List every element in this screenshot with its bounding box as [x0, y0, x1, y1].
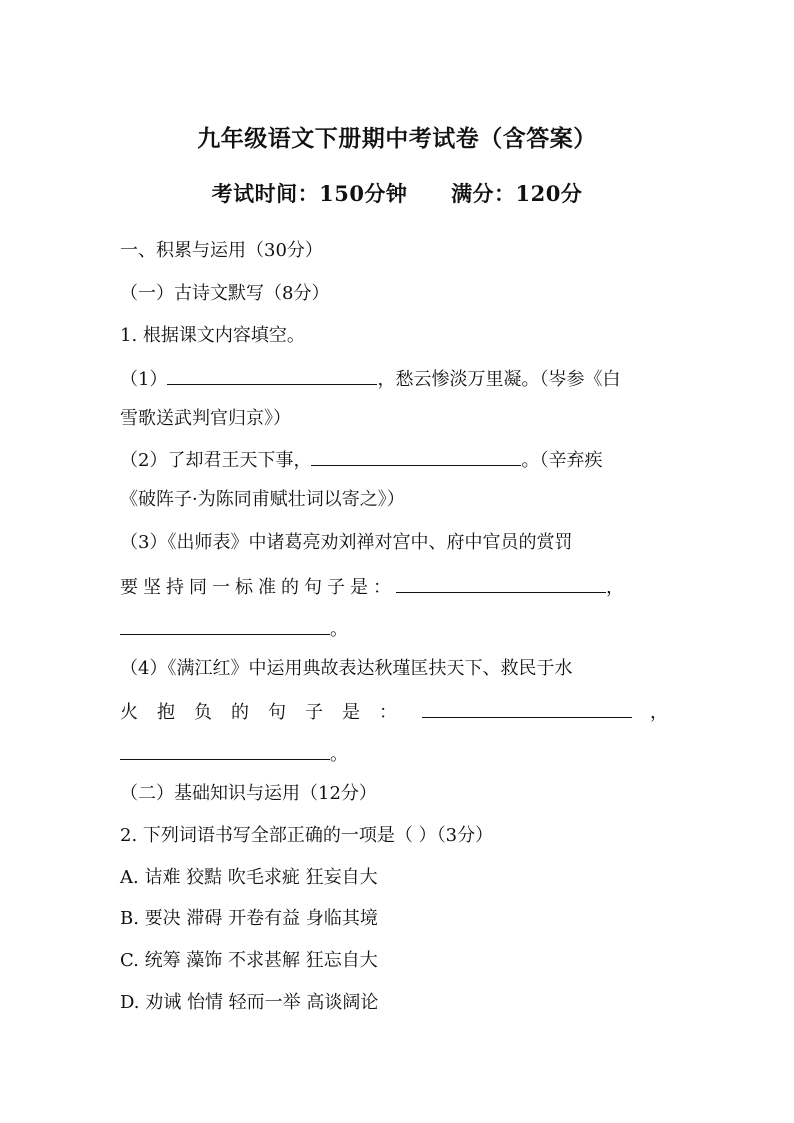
question-2: 2. 下列词语书写全部正确的一项是（ ）（3分） — [120, 825, 494, 846]
option-d: D. 劝诫 怡情 轻而一举 高谈阔论 — [120, 992, 379, 1013]
question-1-4-line2 — [120, 699, 680, 726]
subsection-heading-2: （二）基础知识与运用（12分） — [120, 783, 377, 804]
q1-3-comma: ， — [606, 577, 624, 598]
page-title: 九年级语文下册期中考试卷（含答案） — [197, 125, 597, 152]
q1-2-prefix: （2）了却君王天下事， — [120, 450, 312, 471]
answer-blank[interactable] — [396, 574, 606, 593]
subsection-heading-1: （一）古诗文默写（8分） — [120, 283, 330, 304]
q1-4-comma: ， — [650, 702, 668, 723]
exam-info — [0, 178, 794, 208]
q1-1-prefix: （1） — [120, 369, 168, 390]
question-1-4: （4）《满江红》中运用典故表达秋瑾匡扶天下、救民于水 — [120, 658, 573, 679]
question-1-1 — [120, 366, 680, 393]
exam-time: 考试时间：150分钟 — [211, 181, 408, 206]
exam-score: 满分：120分 — [451, 181, 583, 206]
option-c: C. 统筹 藻饰 不求甚解 狂忘自大 — [120, 950, 378, 971]
q1-1-suffix: ，愁云惨淡万里凝。（岑参《白 — [377, 369, 621, 390]
question-1: 1. 根据课文内容填空。 — [120, 325, 305, 346]
answer-blank[interactable] — [120, 741, 330, 760]
option-a: A. 诘难 狡黠 吹毛求疵 狂妄自大 — [120, 867, 378, 888]
q1-4-prefix: 火抱负的句子是： — [120, 702, 416, 723]
question-1-3: （3）《出师表》中诸葛亮劝刘禅对宫中、府中官员的赏罚 — [120, 532, 573, 553]
answer-blank[interactable] — [311, 447, 521, 466]
answer-blank[interactable] — [422, 699, 632, 718]
section-heading-1: 一、积累与运用（30分） — [120, 240, 323, 261]
question-1-3-line3 — [120, 616, 680, 643]
question-1-2-line2: 《破阵子·为陈同甫赋壮词以寄之》） — [120, 489, 405, 510]
q1-3-period: 。 — [330, 619, 348, 640]
option-b: B. 要决 滞碍 开卷有益 身临其境 — [120, 908, 378, 929]
q1-2-suffix: 。（辛弃疾 — [521, 450, 603, 471]
answer-blank[interactable] — [120, 616, 330, 635]
question-1-2 — [120, 447, 680, 474]
question-1-1-line2: 雪歌送武判官归京》） — [120, 408, 291, 429]
q1-3-prefix: 要坚持同一标准的句子是： — [120, 577, 396, 598]
question-1-4-line3 — [120, 741, 680, 768]
q1-4-period: 。 — [330, 744, 348, 765]
question-1-3-line2 — [120, 574, 680, 601]
answer-blank[interactable] — [167, 366, 377, 385]
